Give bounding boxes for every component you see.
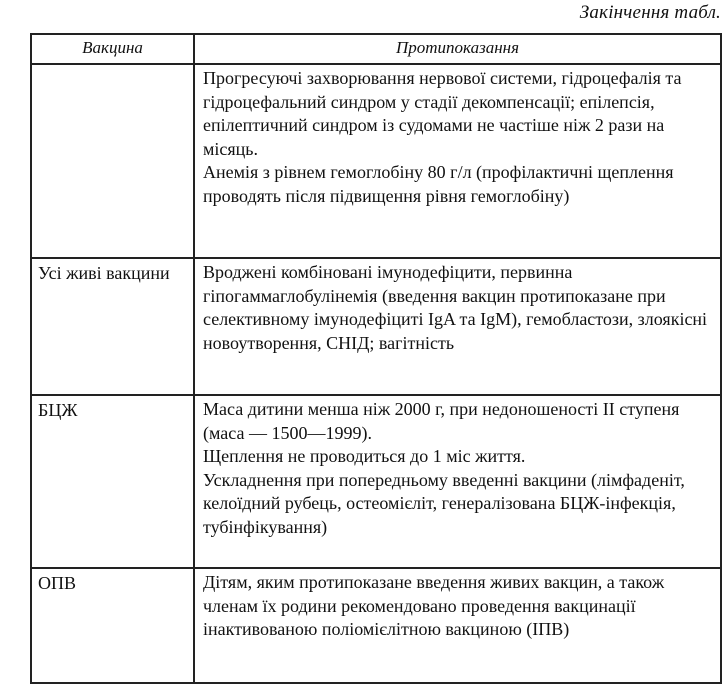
contraindication-text: Дітям, яким протипоказане введення живих вакцин, а також членам їх родини рекомендовано проведення вакцинації інактивованою поліомієлітною вакциною (ІПВ) [203, 572, 665, 639]
table-row [31, 395, 721, 568]
contraindications-cell [194, 568, 721, 683]
vaccine-cell: Усі живі вакцини [31, 258, 194, 395]
contraindication-text: Анемія з рівнем гемоглобіну 80 г/л (профілактичні щеплення проводять після підвищення рівня гемоглобіну) [203, 162, 674, 206]
contraindication-text: Щеплення не проводиться до 1 міс життя. [203, 446, 526, 466]
table-row [31, 64, 721, 258]
vaccine-cell: БЦЖ [31, 395, 194, 568]
vaccine-contraindications-table [30, 33, 722, 684]
table-header-row [31, 34, 721, 64]
contraindication-text: Ускладнення при попередньому введенні вакцини (лімфаденіт, келоїдний рубець, остеомієліт, генералізована БЦЖ-інфекція, тубінфікування) [203, 469, 685, 537]
contraindication-text: Маса дитини менша ніж 2000 г, при недоношеності II ступеня (маса — 1500—1999). [203, 399, 680, 443]
table-row [31, 258, 721, 395]
table-row [31, 568, 721, 683]
contraindications-cell [194, 64, 721, 258]
contraindications-cell [194, 258, 721, 395]
header-contraindications: Протипоказання [194, 34, 721, 64]
table-caption: Закінчення табл. [579, 2, 721, 23]
contraindication-text: Прогресуючі захворювання нервової системи, гідроцефалія та гідроцефальний синдром у стадії декомпенсації; епілепсія, епілептичний синдром із судомами не частіше ніж 2 рази на місяць. [203, 68, 682, 159]
contraindication-text: Вроджені комбіновані імунодефіцити, первинна гіпогаммаглобулінемія (введення вакцин протипоказане при селективному імунодефіциті IgA та IgM), гемобластози, злоякісні новоутворення, СНІД; вагітність [203, 262, 708, 353]
contraindications-cell [194, 395, 721, 568]
header-vaccine: Вакцина [31, 34, 194, 64]
vaccine-cell: ОПВ [31, 568, 194, 683]
vaccine-cell [31, 64, 194, 258]
